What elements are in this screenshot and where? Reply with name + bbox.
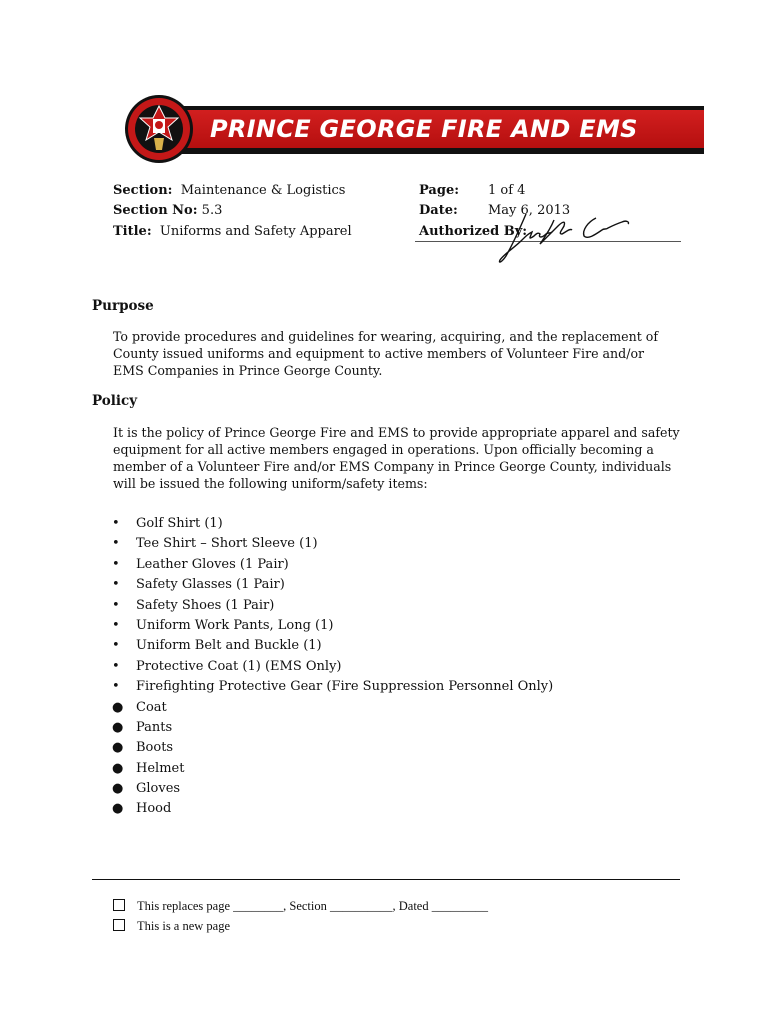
purpose-line: County issued uniforms and equipment to active members of Volunteer Fire and/or — [113, 346, 645, 361]
page-value: 1 of 4 — [488, 183, 526, 198]
list-item — [112, 596, 553, 616]
list-item-text: Firefighting Protective Gear (Fire Suppression Personnel Only) — [136, 679, 554, 695]
policy-heading: Policy — [92, 393, 138, 409]
list-item-text: Boots — [136, 740, 174, 756]
bullet-icon: • — [112, 577, 120, 593]
title-value: Uniforms and Safety Apparel — [159, 224, 352, 239]
list-item — [112, 677, 553, 697]
list-item — [112, 799, 553, 819]
list-item-text: Tee Shirt – Short Sleeve (1) — [136, 536, 318, 552]
list-item — [112, 514, 553, 534]
signature — [492, 208, 632, 268]
replaces-checkbox[interactable] — [113, 899, 125, 911]
bullet-icon: ● — [112, 699, 124, 715]
list-item-text: Hood — [136, 801, 172, 817]
bullet-icon: ● — [112, 719, 124, 735]
bullet-icon: • — [112, 597, 120, 613]
authorized-label: Authorized By: — [419, 224, 528, 239]
list-item-text: Uniform Work Pants, Long (1) — [136, 617, 334, 633]
policy-line: equipment for all active members engaged in operations. Upon officially becoming a — [113, 442, 654, 457]
list-item — [112, 759, 553, 779]
section-no-row — [113, 203, 222, 219]
title-row — [113, 224, 352, 240]
bullet-icon: ● — [112, 740, 124, 756]
list-item-text: Coat — [136, 699, 167, 715]
list-item-text: Protective Coat (1) (EMS Only) — [136, 658, 342, 674]
list-item-text: Leather Gloves (1 Pair) — [136, 556, 289, 572]
policy-paragraph — [113, 424, 680, 492]
section-row — [113, 183, 345, 199]
bullet-icon: • — [112, 679, 120, 695]
uniform-items-list — [112, 514, 553, 820]
bullet-icon: ● — [112, 760, 124, 776]
date-row — [419, 203, 458, 219]
footer-divider — [92, 879, 680, 880]
section-value: Maintenance & Logistics — [180, 183, 346, 198]
section-no-value: 5.3 — [201, 203, 223, 218]
list-item-text: Safety Glasses (1 Pair) — [136, 577, 285, 593]
policy-line: will be issued the following uniform/safety items: — [113, 476, 428, 491]
page-row — [419, 183, 459, 199]
purpose-line: EMS Companies in Prince George County. — [113, 363, 383, 378]
list-item — [112, 698, 553, 718]
list-item — [112, 718, 553, 738]
list-item-text: Helmet — [136, 760, 185, 776]
purpose-paragraph — [113, 328, 658, 379]
bullet-icon: ● — [112, 801, 124, 817]
list-item — [112, 616, 553, 636]
list-item-text: Pants — [136, 719, 173, 735]
new-page-checkbox[interactable] — [113, 919, 125, 931]
replaces-row — [113, 899, 488, 914]
list-item-text: Gloves — [136, 781, 181, 797]
title-label: Title: — [113, 224, 152, 239]
bullet-icon: • — [112, 536, 120, 552]
date-label: Date: — [419, 203, 458, 218]
banner-bottom-stripe — [150, 148, 704, 154]
new-page-row — [113, 919, 230, 934]
bullet-icon: • — [112, 516, 120, 531]
section-label: Section: — [113, 183, 173, 198]
header-banner — [110, 94, 704, 168]
purpose-line: To provide procedures and guidelines for wearing, acquiring, and the replacement of — [113, 329, 659, 344]
list-item — [112, 779, 553, 799]
bullet-icon: • — [112, 638, 120, 654]
policy-line: It is the policy of Prince George Fire and EMS to provide appropriate apparel and safety — [113, 425, 680, 440]
list-item — [112, 534, 553, 554]
org-title: PRINCE GEORGE FIRE AND EMS — [210, 115, 638, 143]
list-item — [112, 636, 553, 656]
list-item — [112, 555, 553, 575]
bullet-icon: • — [112, 658, 120, 674]
list-item — [112, 738, 553, 758]
department-seal-logo — [124, 94, 194, 164]
list-item-text: Safety Shoes (1 Pair) — [136, 597, 275, 613]
replaces-text: This replaces page ________, Section __________, Dated _________ — [137, 899, 488, 913]
date-value: May 6, 2013 — [488, 203, 571, 218]
page-label: Page: — [419, 183, 460, 198]
list-item — [112, 575, 553, 595]
list-item — [112, 657, 553, 677]
new-page-text: This is a new page — [137, 919, 231, 933]
list-item-text: Golf Shirt (1) — [136, 516, 223, 531]
purpose-heading: Purpose — [92, 298, 154, 314]
bullet-icon: ● — [112, 781, 124, 797]
section-no-label: Section No: — [113, 203, 198, 218]
list-item-text: Uniform Belt and Buckle (1) — [136, 638, 322, 654]
bullet-icon: • — [112, 617, 120, 633]
bullet-icon: • — [112, 556, 120, 572]
policy-line: member of a Volunteer Fire and/or EMS Company in Prince George County, individuals — [113, 459, 672, 474]
